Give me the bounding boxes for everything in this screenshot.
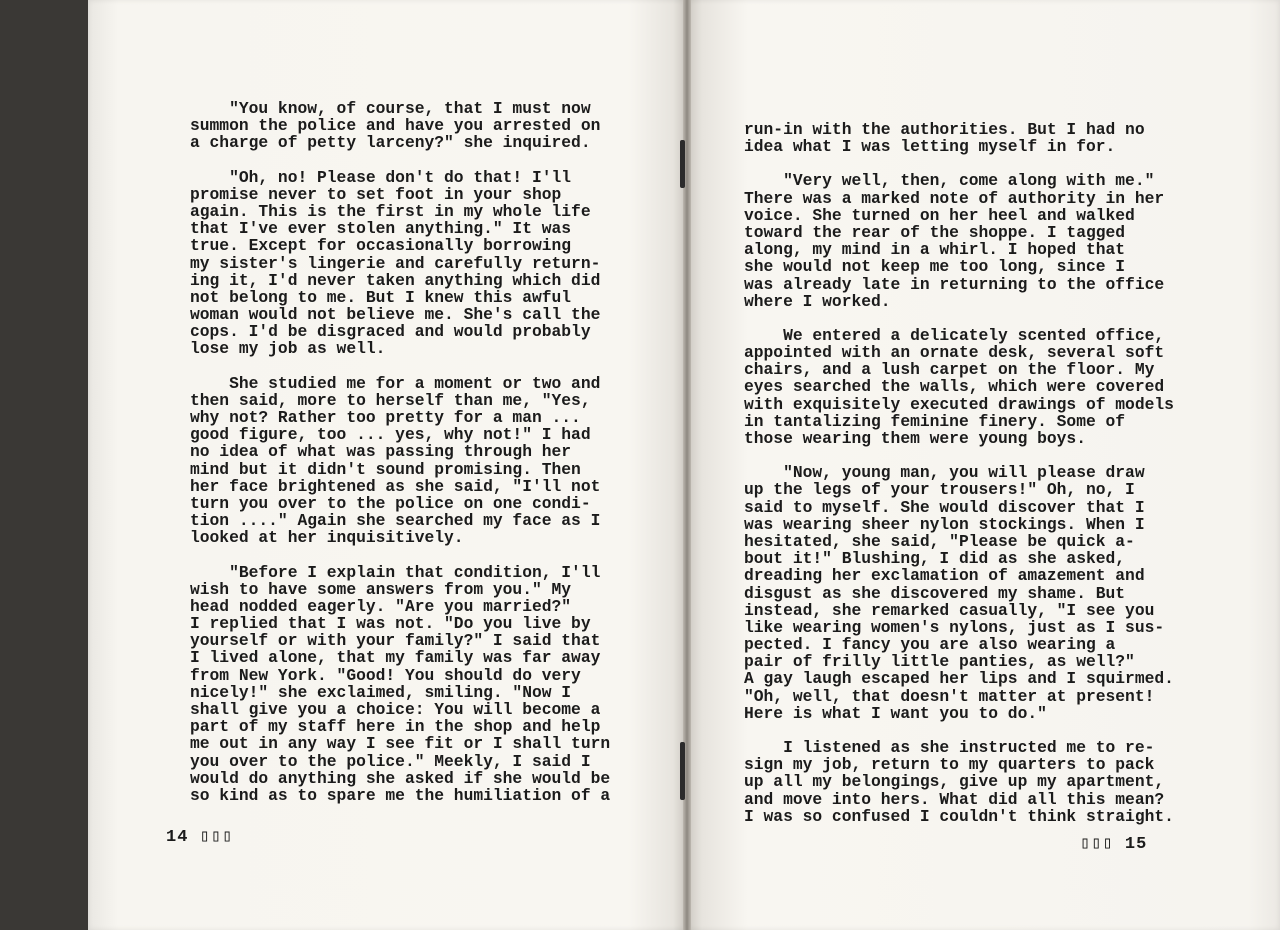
text-line: like wearing women's nylons, just as I sus-	[744, 617, 1165, 637]
text-line: nicely!" she exclaimed, smiling. "Now I	[190, 682, 572, 702]
text-line: good figure, too ... yes, why not!" I had	[190, 425, 591, 445]
text-line: toward the rear of the shoppe. I tagged	[744, 222, 1126, 242]
text-line: idea what I was letting myself in for.	[744, 137, 1116, 157]
text-line: was wearing sheer nylon stockings. When I	[744, 514, 1145, 534]
text-line: cops. I'd be disgraced and would probably	[190, 322, 591, 342]
text-line: pair of frilly little panties, as well?"	[744, 652, 1135, 672]
text-line: She studied me for a moment or two and	[190, 373, 601, 393]
left-page-paragraph	[190, 564, 610, 805]
right-page-text	[744, 121, 1174, 842]
right-page-paragraph	[744, 121, 1174, 155]
binding-staple-top	[680, 140, 685, 188]
text-line: in tantalizing feminine finery. Some of	[744, 411, 1126, 431]
page-number-right: ▯▯▯ 15	[1080, 835, 1148, 854]
text-line: I listened as she instructed me to re-	[744, 738, 1155, 757]
text-line: summon the police and have you arrested on	[190, 116, 601, 136]
right-page-paragraph	[744, 739, 1174, 825]
text-line: "Oh, no! Please don't do that! I'll	[190, 167, 572, 187]
text-line: sign my job, return to my quarters to pack	[744, 755, 1155, 775]
text-line: instead, she remarked casually, "I see you	[744, 600, 1155, 620]
text-line: head nodded eagerly. "Are you married?"	[190, 596, 572, 616]
text-line: A gay laugh escaped her lips and I squirmed.	[744, 669, 1174, 689]
binding-staple-bottom	[680, 742, 685, 800]
text-line: up the legs of your trousers!" Oh, no, I	[744, 480, 1135, 500]
text-line: from New York. "Good! You should do very	[190, 665, 581, 685]
text-line: mind but it didn't sound promising. Then	[190, 459, 581, 479]
text-line: "Before I explain that condition, I'll	[190, 562, 601, 582]
text-line: with exquisitely executed drawings of models	[744, 394, 1174, 414]
text-line: chairs, and a lush carpet on the floor. My	[744, 360, 1155, 380]
text-line: woman would not believe me. She's call the	[190, 305, 601, 325]
text-line: "Oh, well, that doesn't matter at present!	[744, 686, 1155, 706]
text-line: run-in with the authorities. But I had no	[744, 120, 1145, 139]
text-line: was already late in returning to the office	[744, 274, 1165, 294]
text-line: "Now, young man, you will please draw	[744, 463, 1145, 483]
text-line: you over to the police." Meekly, I said I	[190, 751, 591, 771]
text-line: me out in any way I see fit or I shall turn	[190, 734, 611, 754]
text-line: why not? Rather too pretty for a man ...	[190, 408, 581, 427]
text-line: that I've ever stolen anything." It was	[190, 219, 572, 239]
text-line: a charge of petty larceny?" she inquired.	[190, 133, 591, 153]
text-line: true. Except for occasionally borrowing	[190, 236, 572, 256]
text-line: no idea of what was passing through her	[190, 442, 572, 462]
text-line: yourself or with your family?" I said that	[190, 631, 601, 651]
left-page-text	[190, 100, 610, 821]
text-line: she would not keep me too long, since I	[744, 257, 1126, 277]
text-line: up all my belongings, give up my apartment,	[744, 772, 1165, 792]
text-line: ing it, I'd never taken anything which did	[190, 270, 601, 290]
text-line: dreading her exclamation of amazement and	[744, 566, 1145, 586]
left-page-paragraph	[190, 100, 610, 152]
text-line: would do anything she asked if she would be	[190, 768, 611, 788]
text-line: again. This is the first in my whole life	[190, 201, 591, 221]
text-line: not belong to me. But I knew this awful	[190, 287, 572, 307]
text-line: those wearing them were young boys.	[744, 429, 1086, 448]
text-line: hesitated, she said, "Please be quick a-	[744, 531, 1135, 551]
text-line: disgust as she discovered my shame. But	[744, 583, 1126, 603]
text-line: appointed with an ornate desk, several soft	[744, 343, 1165, 363]
text-line: tion ...." Again she searched my face as I	[190, 511, 601, 531]
text-line: said to myself. She would discover that I	[744, 497, 1145, 517]
text-line: voice. She turned on her heel and walked	[744, 205, 1135, 225]
text-line: her face brightened as she said, "I'll not	[190, 476, 601, 496]
text-line: then said, more to herself than me, "Yes,	[190, 390, 591, 410]
text-line: turn you over to the police on one condi-	[190, 493, 591, 513]
text-line: lose my job as well.	[190, 339, 386, 359]
left-page-paragraph	[190, 375, 610, 547]
text-line: looked at her inquisitively.	[190, 528, 464, 548]
text-line: We entered a delicately scented office,	[744, 325, 1165, 345]
right-page-paragraph	[744, 327, 1174, 447]
text-line: so kind as to spare me the humiliation of a	[190, 785, 611, 805]
text-line: bout it!" Blushing, I did as she asked,	[744, 549, 1126, 569]
right-page-paragraph	[744, 172, 1174, 310]
text-line: wish to have some answers from you." My	[190, 579, 572, 599]
text-line: I lived alone, that my family was far away	[190, 648, 601, 668]
text-line: "You know, of course, that I must now	[190, 99, 591, 118]
text-line: pected. I fancy you are also wearing a	[744, 635, 1116, 655]
text-line: part of my staff here in the shop and help	[190, 717, 601, 737]
text-line: Here is what I want you to do."	[744, 703, 1047, 723]
text-line: I replied that I was not. "Do you live by	[190, 614, 591, 634]
left-page-paragraph	[190, 169, 610, 358]
text-line: promise never to set foot in your shop	[190, 184, 562, 204]
page-number-left: 14 ▯▯▯	[166, 828, 234, 847]
text-line: my sister's lingerie and carefully return-	[190, 253, 601, 273]
right-page-paragraph	[744, 464, 1174, 722]
text-line: eyes searched the walls, which were covered	[744, 377, 1165, 397]
text-line: There was a marked note of authority in her	[744, 188, 1165, 208]
text-line: I was so confused I couldn't think straight.	[744, 806, 1174, 826]
text-line: "Very well, then, come along with me."	[744, 171, 1155, 191]
text-line: shall give you a choice: You will become a	[190, 700, 601, 719]
text-line: along, my mind in a whirl. I hoped that	[744, 240, 1126, 260]
text-line: and move into hers. What did all this mean?	[744, 789, 1165, 809]
text-line: where I worked.	[744, 291, 891, 311]
